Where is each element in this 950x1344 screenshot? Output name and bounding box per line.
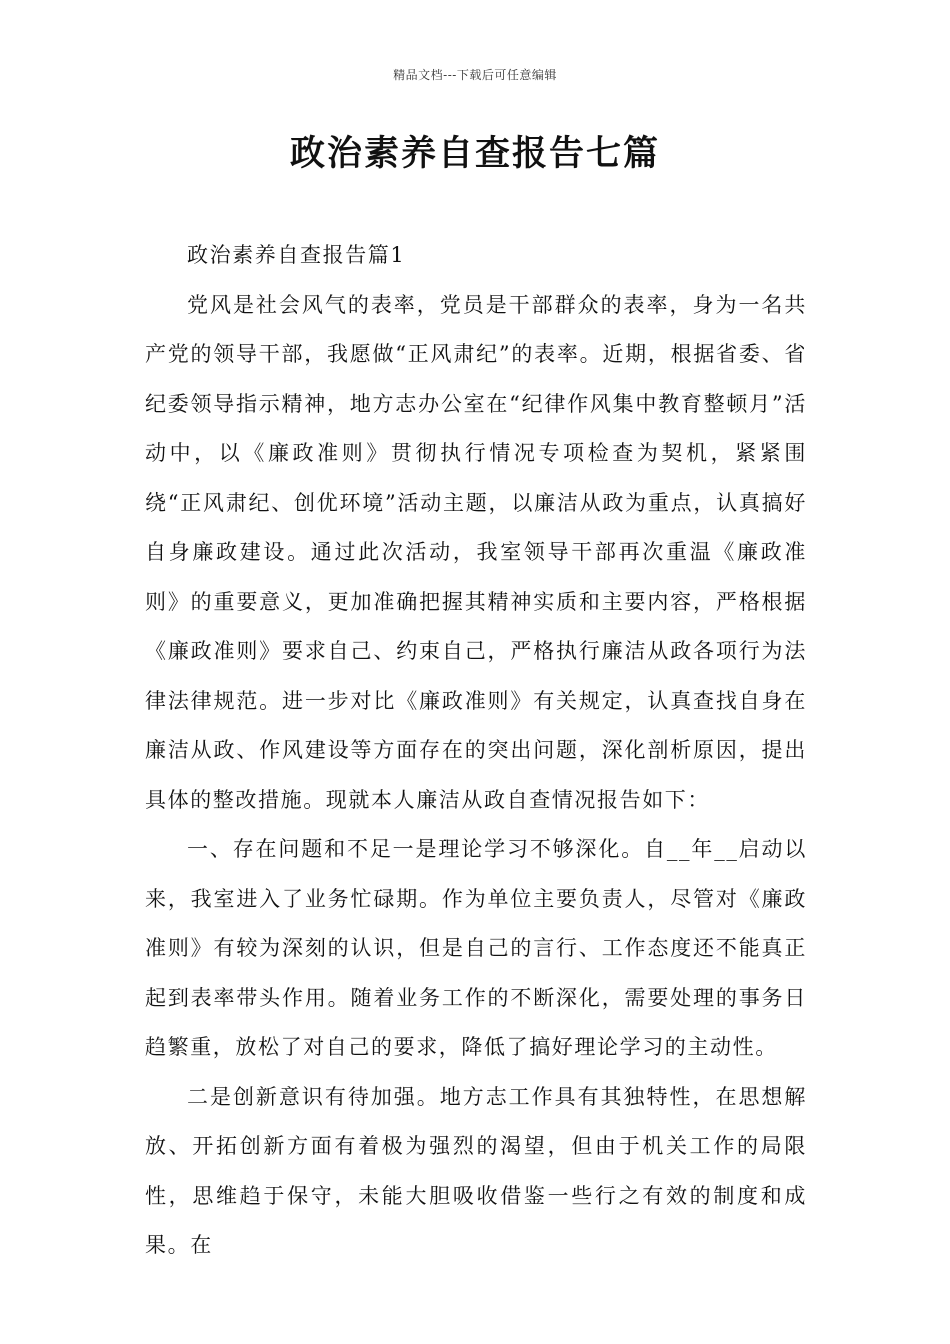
section-heading: 政治素养自查报告篇1 [187, 243, 406, 267]
body-paragraph: 党风是社会风气的表率，党员是干部群众的表率，身为一名共产党的领导干部，我愿做“正风肃纪”的表率。近期，根据省委、省纪委领导指示精神，地方志办公室在“纪律作风集中教育整顿月”活动中，以《廉政准则》贯彻执行情况专项检查为契机，紧紧围绕“正风肃纪、创优环境”活动主题，以廉洁从政为重点，认真搞好自身廉政建设。通过此次活动，我室领导干部再次重温《廉政准则》的重要意义，更加准确把握其精神实质和主要内容，严格根据《廉政准则》要求自己、约束自己，严格执行廉洁从政各项行为法律法律规范。进一步对比《廉政准则》有关规定，认真查找自身在廉洁从政、作风建设等方面存在的突出问题，深化剖析原因，提出具体的整改措施。现就本人廉洁从政自查情况报告如下： [145, 292, 807, 812]
document-title: 政治素养自查报告七篇 [289, 133, 660, 174]
body-paragraph: 二是创新意识有待加强。地方志工作具有其独特性，在思想解放、开拓创新方面有着极为强烈的渴望，但由于机关工作的局限性，思维趋于保守，未能大胆吸收借鉴一些行之有效的制度和成果。在 [145, 1084, 807, 1257]
document-body [145, 231, 807, 1271]
page-header-watermark: 精品文档---下载后可任意编辑 [393, 68, 557, 82]
body-paragraph: 一、存在问题和不足一是理论学习不够深化。自__年__启动以来，我室进入了业务忙碌期。作为单位主要负责人，尽管对《廉政准则》有较为深刻的认识，但是自己的言行、工作态度还不能真正起到表率带头作用。随着业务工作的不断深化，需要处理的事务日趋繁重，放松了对自己的要求，降低了搞好理论学习的主动性。 [145, 837, 807, 1059]
